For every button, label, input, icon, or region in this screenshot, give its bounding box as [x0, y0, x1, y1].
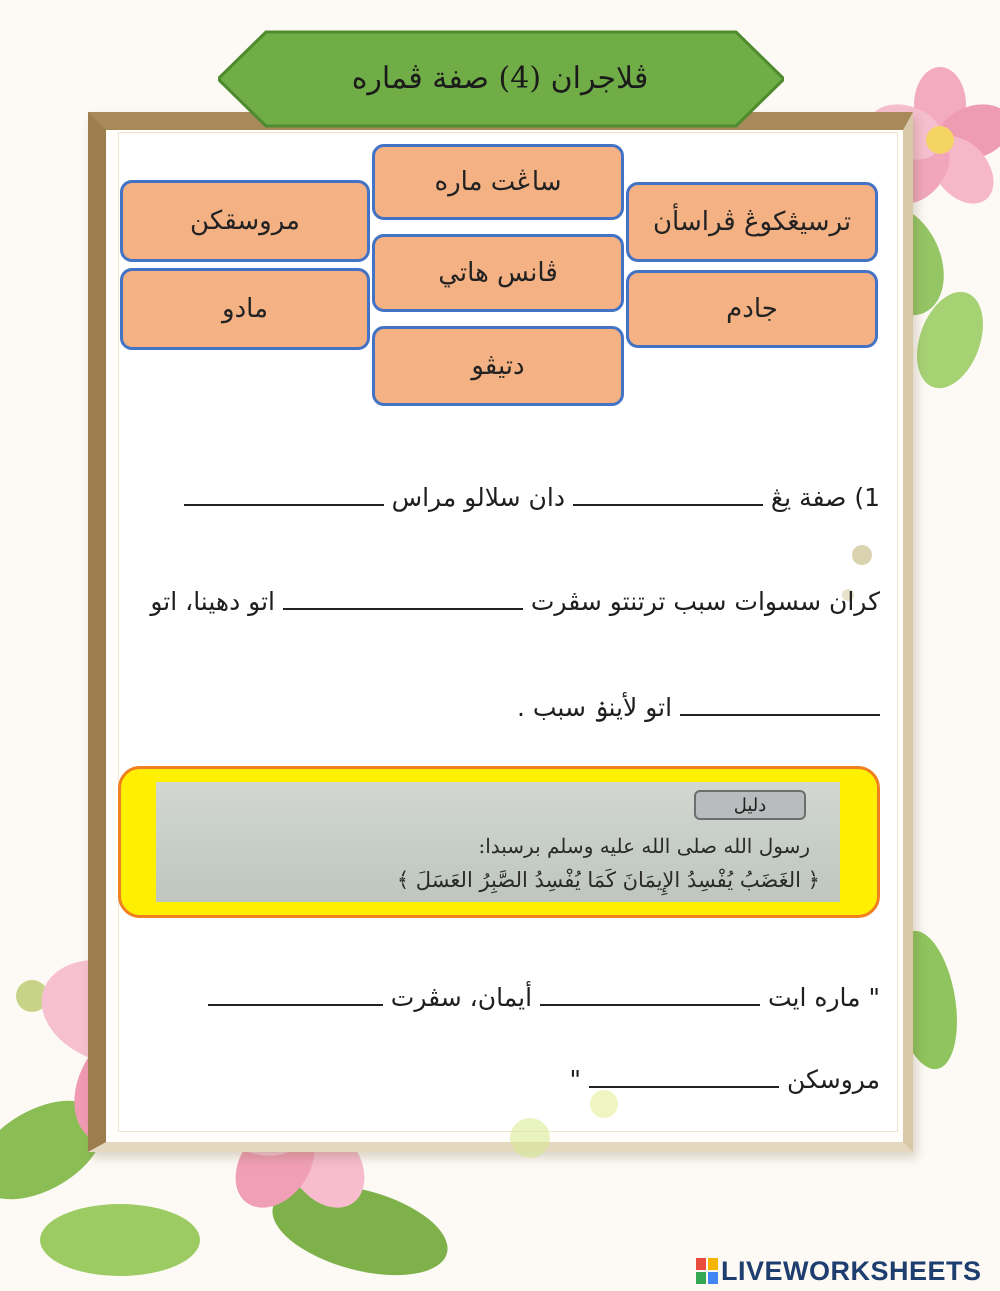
word-card-tersinggung-perasaan[interactable]	[626, 182, 878, 262]
liveworksheets-logo[interactable]	[696, 1256, 982, 1286]
fill-text: مروسكن	[786, 1065, 880, 1094]
answer-blank-2[interactable]	[184, 482, 384, 506]
question-line-1	[184, 482, 880, 512]
word-card-madu[interactable]	[120, 268, 370, 350]
fill-line-1	[208, 982, 880, 1012]
dalil-line-2: ﴿ الغَضَبُ يُفْسِدُ الإِيمَانَ كَمَا يُفْسِدُ الصَّبِرُ العَسَلَ ﴾	[396, 868, 820, 892]
word-label: ساڠت ماره	[434, 167, 562, 197]
answer-blank-5[interactable]	[540, 982, 760, 1006]
fill-line-2	[570, 1064, 880, 1094]
word-label: مروسقكن	[190, 206, 300, 236]
word-label: ترسيڠكوڠ ڤراسأن	[652, 207, 852, 237]
question-text: اتو دهينا، اتو	[150, 587, 275, 616]
question-line-2	[150, 586, 880, 616]
question-text: دان سلالو مراس	[391, 483, 565, 512]
word-card-ditipu[interactable]	[372, 326, 624, 406]
word-card-panas-hati[interactable]	[372, 234, 624, 312]
answer-blank-1[interactable]	[573, 482, 763, 506]
word-card-jadam[interactable]	[626, 270, 878, 348]
dalil-line-1: رسول الله صلى الله عليه وسلم برسبدا:	[478, 834, 810, 858]
question-line-3	[517, 692, 880, 722]
word-label: ڤانس هاتي	[438, 258, 558, 288]
word-card-sangat-marah[interactable]	[372, 144, 624, 220]
answer-blank-6[interactable]	[208, 982, 383, 1006]
answer-blank-3[interactable]	[283, 586, 523, 610]
quote-mark: "	[868, 983, 880, 1012]
fill-text: أيمان، سڤرت	[390, 983, 533, 1012]
word-label: مادو	[222, 294, 268, 324]
answer-blank-4[interactable]	[680, 692, 880, 716]
question-text: اتو لأينۏ سبب .	[516, 693, 673, 722]
question-text: كران سسوات سبب ترتنتو سڤرت	[530, 587, 880, 616]
word-card-merosakkan[interactable]	[120, 180, 370, 262]
page-title: ڤلاجران (4) صفة ڤماره	[351, 61, 649, 96]
brand-name: LIVEWORKSHEETS	[721, 1255, 982, 1286]
word-label: جادم	[726, 294, 778, 324]
dalil-label: دليل	[694, 790, 806, 820]
fill-text: ماره ايت	[767, 983, 861, 1012]
question-number: 1)	[854, 483, 880, 512]
word-label: دتيڤو	[471, 351, 525, 381]
quote-mark: "	[569, 1065, 582, 1094]
question-text: صفة يڠ	[770, 483, 847, 512]
liveworksheets-logo-icon	[696, 1258, 718, 1284]
answer-blank-7[interactable]	[589, 1064, 779, 1088]
